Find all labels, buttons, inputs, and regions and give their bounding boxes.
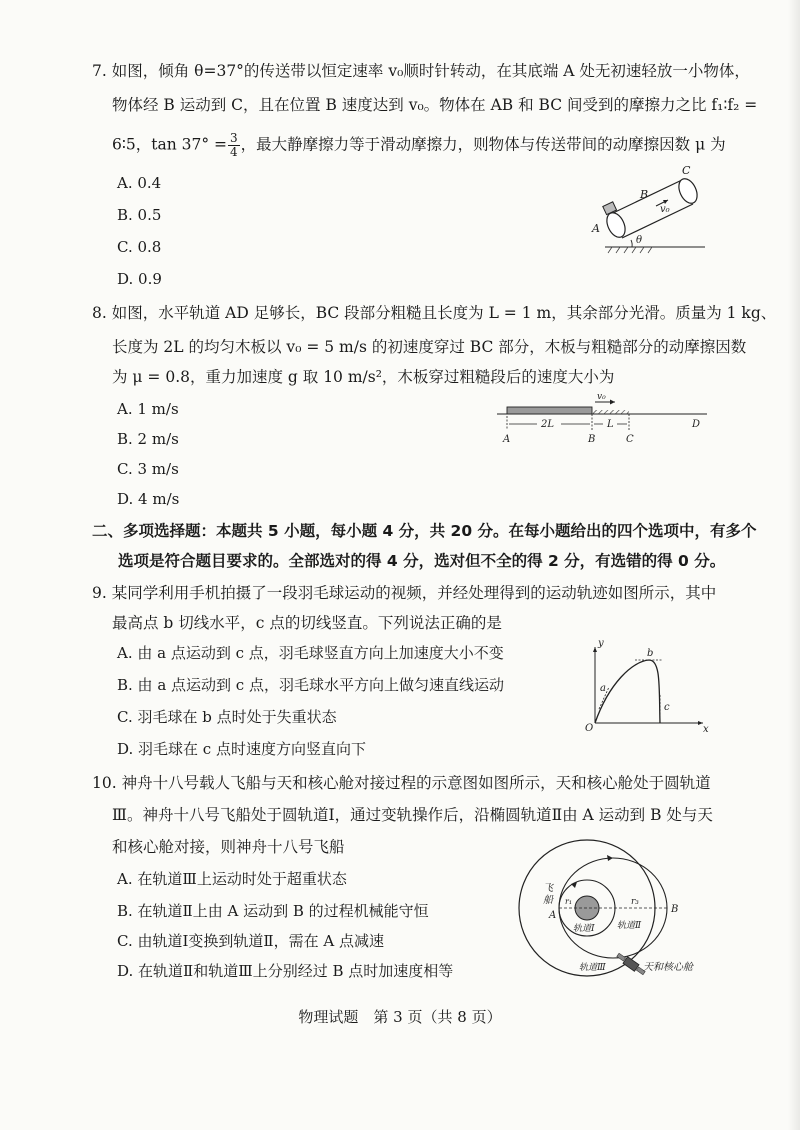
q9-y-arrow — [593, 647, 597, 652]
q7-label-b: B — [640, 188, 649, 201]
q10-option-a: A. 在轨道Ⅲ上运动时处于超重状态 — [117, 870, 347, 888]
q8-arrowhead — [610, 400, 615, 405]
q7-frac-den: 4 — [230, 145, 238, 159]
q9-line1: 9. 某同学利用手机拍摄了一段羽毛球运动的视频，并经处理得到的运动轨迹如图所示，其中 — [92, 584, 717, 602]
q10-option-b: B. 在轨道Ⅱ上由 A 运动到 B 的过程机械能守恒 — [117, 902, 429, 920]
page-footer: 物理试题 第 3 页（共 8 页） — [298, 1008, 502, 1026]
q10-option-d: D. 在轨道Ⅱ和轨道Ⅲ上分别经过 B 点时加速度相等 — [117, 962, 454, 980]
q8-label-2l: 2L — [541, 419, 555, 430]
q7-angle-arc — [631, 240, 632, 247]
q8-option-d: D. 4 m/s — [117, 490, 180, 508]
q8-rough-section — [593, 410, 629, 414]
q7-pulley-top — [675, 176, 700, 206]
q7-label-theta: θ — [636, 235, 643, 246]
q7-line3-start: 6∶5，tan 37° = — [112, 135, 228, 154]
q10-orbit2-arrow — [607, 855, 613, 861]
q9-label-a: a — [600, 683, 606, 694]
q9-option-a: A. 由 a 点运动到 c 点，羽毛球竖直方向上加速度大小不变 — [117, 644, 504, 662]
q9-label-o: O — [585, 723, 594, 734]
q8-line2: 长度为 2L 的均匀木板以 v₀ = 5 m/s 的初速度穿过 BC 部分，木板与粗糙部分的动摩擦因数 — [112, 338, 747, 356]
q9-label-c: c — [664, 702, 670, 713]
q7-conveyor-figure — [580, 164, 710, 258]
q7-hatch — [608, 247, 652, 253]
q9-label-y: y — [598, 638, 604, 649]
q10-label-orbit3: 轨道Ⅲ — [579, 963, 606, 973]
q10-line1: 10. 神舟十八号载人飞船与天和核心舱对接过程的示意图如图所示，天和核心舱处于圆轨道 — [92, 774, 711, 792]
q8-line3: 为 μ = 0.8，重力加速度 g 取 10 m/s²，木板穿过粗糙段后的速度大小为 — [112, 368, 615, 386]
q7-label-c: C — [682, 164, 691, 177]
q7-label-v0: v₀ — [660, 204, 670, 215]
q10-line2: Ⅲ。神舟十八号飞船处于圆轨道Ⅰ，通过变轨操作后，沿椭圆轨道Ⅱ由 A 运动到 B 处与天 — [112, 806, 713, 824]
q8-option-a: A. 1 m/s — [117, 400, 179, 418]
q8-plank — [507, 407, 592, 414]
q9-trajectory-figure — [585, 638, 710, 735]
q10-option-c: C. 由轨道Ⅰ变换到轨道Ⅱ，需在 A 点减速 — [117, 932, 384, 950]
q8-label-l: L — [607, 419, 614, 430]
q8-line1: 8. 如图，水平轨道 AD 足够长，BC 段部分粗糙且长度为 L = 1 m，其余部分光滑。质量为 1 kg、 — [92, 304, 777, 322]
q9-option-b: B. 由 a 点运动到 c 点，羽毛球水平方向上做匀速直线运动 — [117, 676, 504, 694]
q8-label-c: C — [626, 434, 634, 445]
q7-line3-end: ，最大静摩擦力等于滑动摩擦力，则物体与传送带间的动摩擦因数 μ 为 — [240, 135, 726, 154]
q10-label-r1: r₁ — [565, 897, 573, 906]
q7-line3 — [112, 132, 726, 159]
q7-frac-num: 3 — [230, 131, 238, 145]
q7-label-a: A — [592, 222, 600, 235]
q7-option-b: B. 0.5 — [117, 206, 162, 224]
q10-label-b: B — [671, 904, 679, 915]
q9-option-c: C. 羽毛球在 b 点时处于失重状态 — [117, 708, 337, 726]
q10-label-ship1: 飞 — [543, 883, 553, 894]
q8-label-v0: v₀ — [597, 392, 606, 402]
q10-label-ship2: 船 — [543, 895, 553, 906]
q8-option-c: C. 3 m/s — [117, 460, 179, 478]
scan-edge-shadow — [788, 0, 800, 1130]
q7-option-d: D. 0.9 — [117, 270, 162, 288]
q8-track-figure — [497, 392, 712, 456]
q10-label-orbit2: 轨道Ⅱ — [617, 921, 642, 931]
q10-label-a: A — [549, 910, 557, 921]
q9-label-x: x — [703, 724, 709, 735]
q10-label-r3: r₃ — [631, 897, 639, 907]
q8-label-a: A — [503, 434, 511, 445]
section2-line1: 二、多项选择题：本题共 5 小题，每小题 4 分，共 20 分。在每小题给出的四个选项中，有多个 — [92, 522, 757, 540]
q9-label-b: b — [647, 648, 654, 659]
q8-label-b: B — [588, 434, 596, 445]
q10-line3: 和核心舱对接，则神舟十八号飞船 — [112, 838, 345, 856]
q10-label-station: 天和核心舱 — [643, 962, 693, 973]
q7-belt-top — [613, 179, 684, 213]
q8-option-b: B. 2 m/s — [117, 430, 179, 448]
q7-line1: 7. 如图，倾角 θ=37°的传送带以恒定速率 v₀顺时针转动，在其底端 A 处无初速轻放一小物体， — [92, 62, 750, 80]
q9-line2: 最高点 b 切线水平，c 点的切线竖直。下列说法正确的是 — [112, 614, 502, 632]
q10-orbit-figure — [513, 836, 703, 986]
q9-option-d: D. 羽毛球在 c 点时速度方向竖直向下 — [117, 740, 366, 758]
q8-label-d: D — [692, 419, 701, 430]
q7-belt-bottom — [622, 204, 693, 238]
q7-line2: 物体经 B 运动到 C，且在位置 B 速度达到 v₀。物体在 AB 和 BC 间受到的摩擦力之比 f₁∶f₂ = — [112, 96, 758, 114]
q10-label-orbit1: 轨道Ⅰ — [573, 924, 595, 934]
q7-option-c: C. 0.8 — [117, 238, 162, 256]
section2-line2: 选项是符合题目要求的。全部选对的得 4 分，选对但不全的得 2 分，有选错的得 0 分。 — [118, 552, 726, 570]
q7-fraction — [228, 132, 240, 159]
q7-option-a: A. 0.4 — [117, 174, 162, 192]
